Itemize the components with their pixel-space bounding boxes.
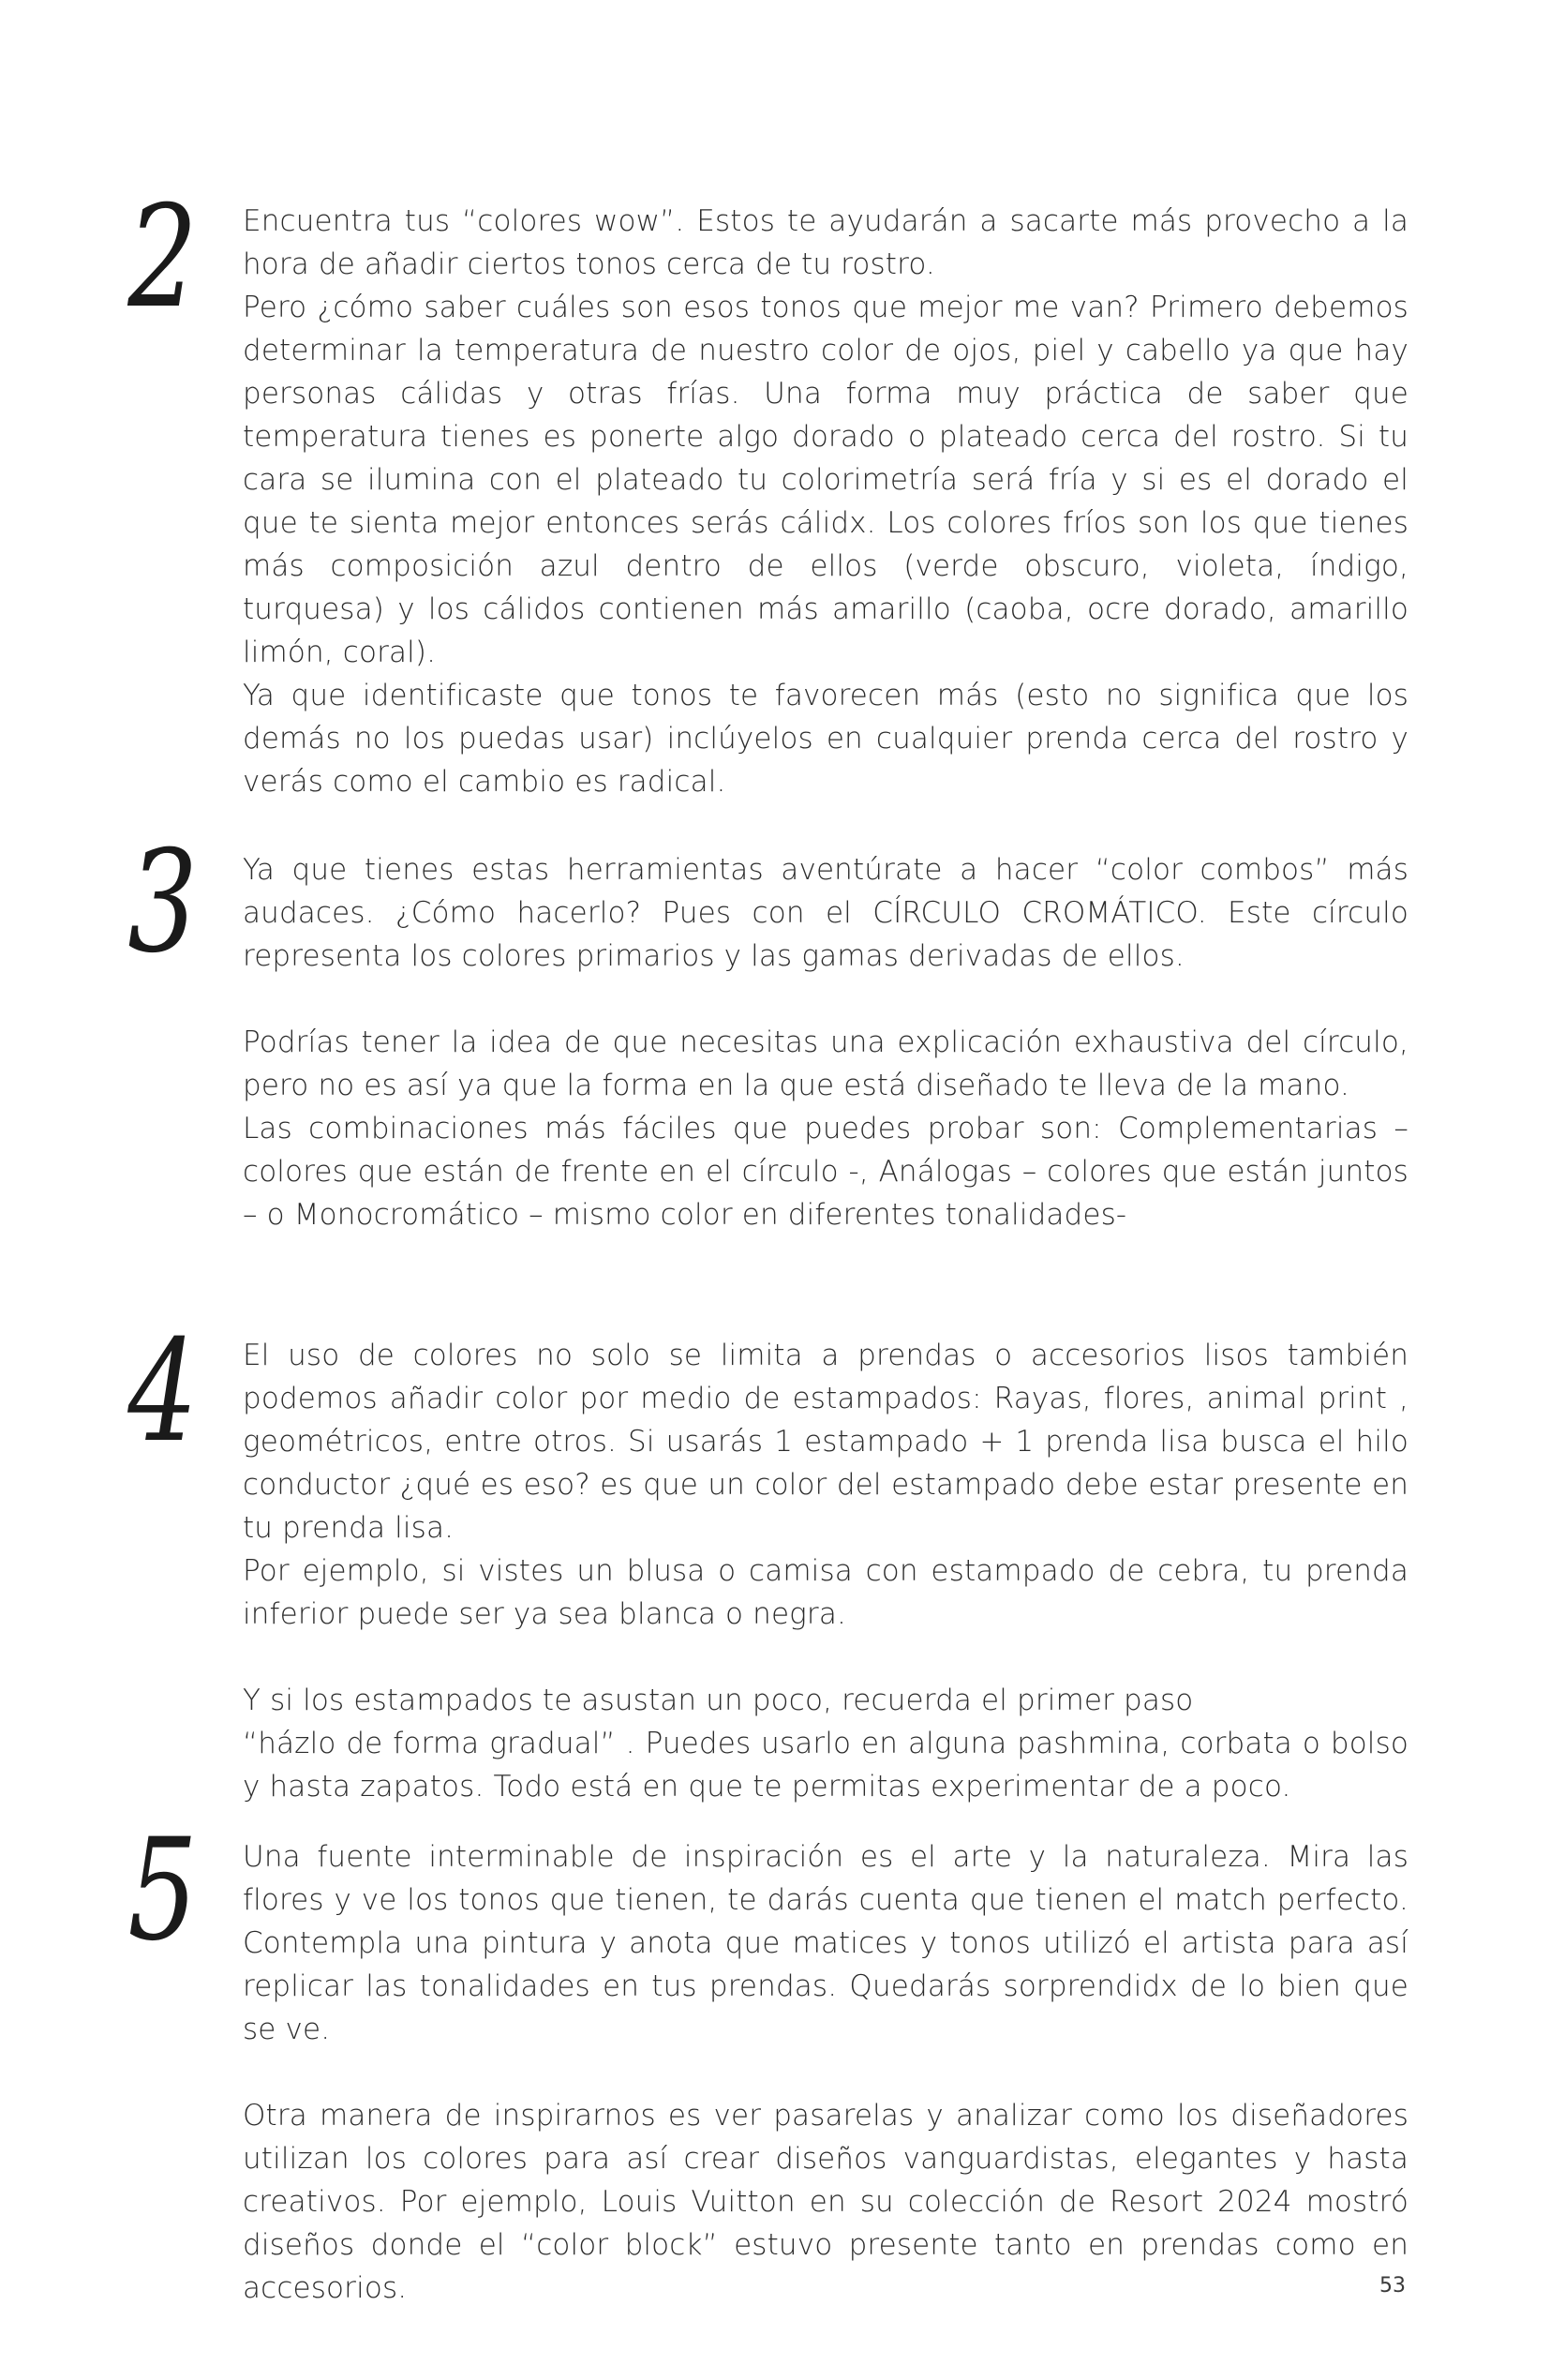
paragraph-gap	[243, 978, 1408, 1021]
section-body	[243, 848, 1408, 1236]
paragraph: Pero ¿cómo saber cuáles son esos tonos que mejor me van? Primero debemos determinar la temperatura de nuestro color de ojos, piel y cabello ya que hay personas cálidas y otras frías. Una forma muy práctica de saber que temperatura tienes es ponerte algo dorado o plateado cerca del rostro. Si tu cara se ilumina con el plateado tu colorimetría será fría y si es el dorado el que te sienta mejor entonces serás cálidx. Los colores fríos son los que tienes más composición azul dentro de ellos (verde obscuro, violeta, índigo, turquesa) y los cálidos contienen más amarillo (caoba, ocre dorado, amarillo limón, coral).	[243, 291, 1408, 669]
paragraph: Ya que tienes estas herramientas aventúrate a hacer “color combos” más audaces. ¿Cómo hacerlo? Pues con el CÍRCULO CROMÁTICO. Este círculo representa los colores primarios y las gamas derivadas de ellos.	[243, 853, 1408, 973]
paragraph: Ya que identificaste que tonos te favorecen más (esto no significa que los demás no los puedas usar) inclúyelos en cualquier prenda cerca del rostro y verás como el cambio es radical.	[243, 679, 1408, 799]
paragraph: El uso de colores no solo se limita a prendas o accesorios lisos también podemos añadir color por medio de estampados: Rayas, flores, animal print , geométricos, entre otros. Si usarás 1 estampado + 1 prenda lisa busca el hilo conductor ¿qué es eso? es que un color del estampado debe estar presente en tu prenda lisa.	[243, 1339, 1408, 1545]
section-body	[243, 200, 1408, 803]
paragraph: Otra manera de inspirarnos es ver pasarelas y analizar como los diseñadores utilizan los colores para así crear diseños vanguardistas, elegantes y hasta creativos. Por ejemplo, Louis Vuitton en su colección de Resort 2024 mostró diseños donde el “color block” estuvo presente tanto en prendas como en accesorios.	[243, 2099, 1408, 2305]
section-number: 5	[127, 1809, 195, 1972]
paragraph: “házlo de forma gradual” . Puedes usarlo en alguna pashmina, corbata o bolso y hasta zapatos. Todo está en que te permitas experimentar de a poco.	[243, 1727, 1408, 1804]
page-number: 53	[1379, 2274, 1406, 2298]
paragraph-gap	[243, 1636, 1408, 1679]
paragraph: Y si los estampados te asustan un poco, recuerda el primer paso	[243, 1684, 1194, 1717]
section-number: 3	[127, 821, 195, 984]
paragraph: Encuentra tus “colores wow”. Estos te ayudarán a sacarte más provecho a la hora de añadir ciertos tonos cerca de tu rostro.	[243, 204, 1408, 281]
section-number: 4	[127, 1310, 195, 1474]
paragraph: Una fuente interminable de inspiración es el arte y la naturaleza. Mira las flores y ve los tonos que tienen, te darás cuenta que tienen el match perfecto. Contempla una pintura y anota que matices y tonos utilizó el artista para así replicar las tonalidades en tus prendas. Quedarás sorprendidx de lo bien que se ve.	[243, 1840, 1408, 2046]
paragraph: Las combinaciones más fáciles que puedes probar son: Complementarias – colores que están de frente en el círculo -, Análogas – colores que están juntos – o Monocromático – mismo color en diferentes tonalidades-	[243, 1112, 1408, 1232]
section-body	[243, 1835, 1408, 2310]
paragraph: Podrías tener la idea de que necesitas una explicación exhaustiva del círculo, pero no es así ya que la forma en la que está diseñado te lleva de la mano.	[243, 1025, 1408, 1102]
paragraph: Por ejemplo, si vistes un blusa o camisa con estampado de cebra, tu prenda inferior puede ser ya sea blanca o negra.	[243, 1554, 1408, 1631]
section-number: 2	[127, 176, 195, 339]
paragraph-gap	[243, 2051, 1408, 2094]
section-body	[243, 1334, 1408, 1808]
